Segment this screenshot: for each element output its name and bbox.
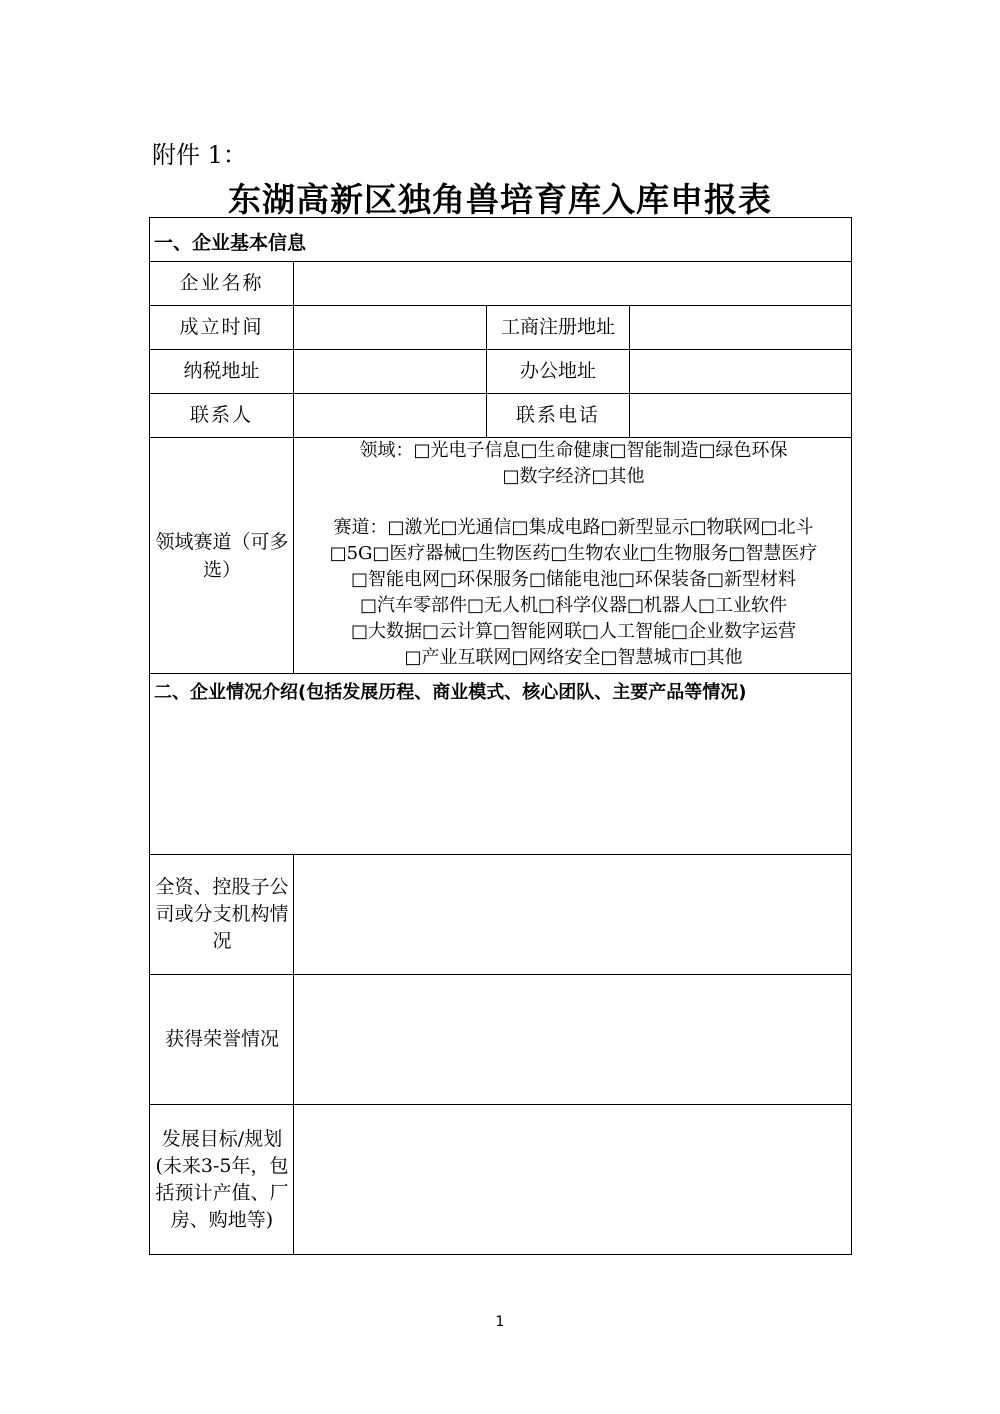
- domain-options[interactable]: [294, 438, 853, 490]
- honors-label: 获得荣誉情况: [164, 1028, 279, 1050]
- reg-address-field[interactable]: [630, 306, 851, 349]
- goals-label: 发展目标/规划(未来3-5年，包括预计产值、厂房、购地等): [155, 1127, 289, 1231]
- office-address-label: 办公地址: [519, 360, 596, 382]
- track-options-line[interactable]: □汽车零部件□无人机□科学仪器□机器人□工业软件: [359, 595, 788, 616]
- founded-field[interactable]: [294, 306, 486, 349]
- founded-label: 成立时间: [179, 316, 264, 338]
- company-name-label: 企业名称: [179, 272, 264, 294]
- goals-field[interactable]: [294, 1105, 851, 1254]
- attachment-label: 附件 1：: [152, 141, 247, 169]
- track-options-line[interactable]: □大数据□云计算□智能网联□人工智能□企业数字运营: [350, 621, 797, 642]
- page-title: 东湖高新区独角兽培育库入库申报表: [228, 180, 772, 219]
- section-heading-company-intro: 二、企业情况介绍(包括发展历程、商业模式、核心团队、主要产品等情况): [154, 682, 747, 703]
- section-heading-basic-info: 一、企业基本信息: [154, 232, 307, 254]
- subsidiaries-label: 全资、控股子公司或分支机构情况: [155, 876, 289, 952]
- domain-track-label: 领域赛道（可多选）: [155, 530, 289, 581]
- reg-address-label: 工商注册地址: [500, 316, 615, 338]
- honors-field[interactable]: [294, 975, 851, 1104]
- company-name-field[interactable]: [294, 262, 851, 305]
- tax-address-field[interactable]: [294, 350, 486, 393]
- track-options-line[interactable]: □智能电网□环保服务□储能电池□环保装备□新型材料: [350, 569, 797, 590]
- phone-field[interactable]: [630, 394, 851, 437]
- track-options[interactable]: [294, 515, 853, 671]
- domain-options-line[interactable]: 领域：□光电子信息□生命健康□智能制造□绿色环保: [359, 440, 788, 461]
- contact-field[interactable]: [294, 394, 486, 437]
- track-options-line[interactable]: □产业互联网□网络安全□智慧城市□其他: [404, 647, 743, 668]
- company-intro-field[interactable]: [150, 708, 851, 854]
- domain-options-line[interactable]: □数字经济□其他: [502, 466, 645, 487]
- application-form: [149, 217, 852, 1255]
- track-options-line[interactable]: □5G□医疗器械□生物医药□生物农业□生物服务□智慧医疗: [329, 543, 818, 564]
- track-options-line[interactable]: 赛道：□激光□光通信□集成电路□新型显示□物联网□北斗: [333, 517, 814, 538]
- contact-label: 联系人: [189, 404, 253, 426]
- subsidiaries-field[interactable]: [294, 855, 851, 974]
- office-address-field[interactable]: [630, 350, 851, 393]
- tax-address-label: 纳税地址: [183, 360, 260, 382]
- phone-label: 联系电话: [515, 404, 600, 426]
- row-divider: [150, 673, 851, 674]
- page-number: 1: [495, 1314, 505, 1330]
